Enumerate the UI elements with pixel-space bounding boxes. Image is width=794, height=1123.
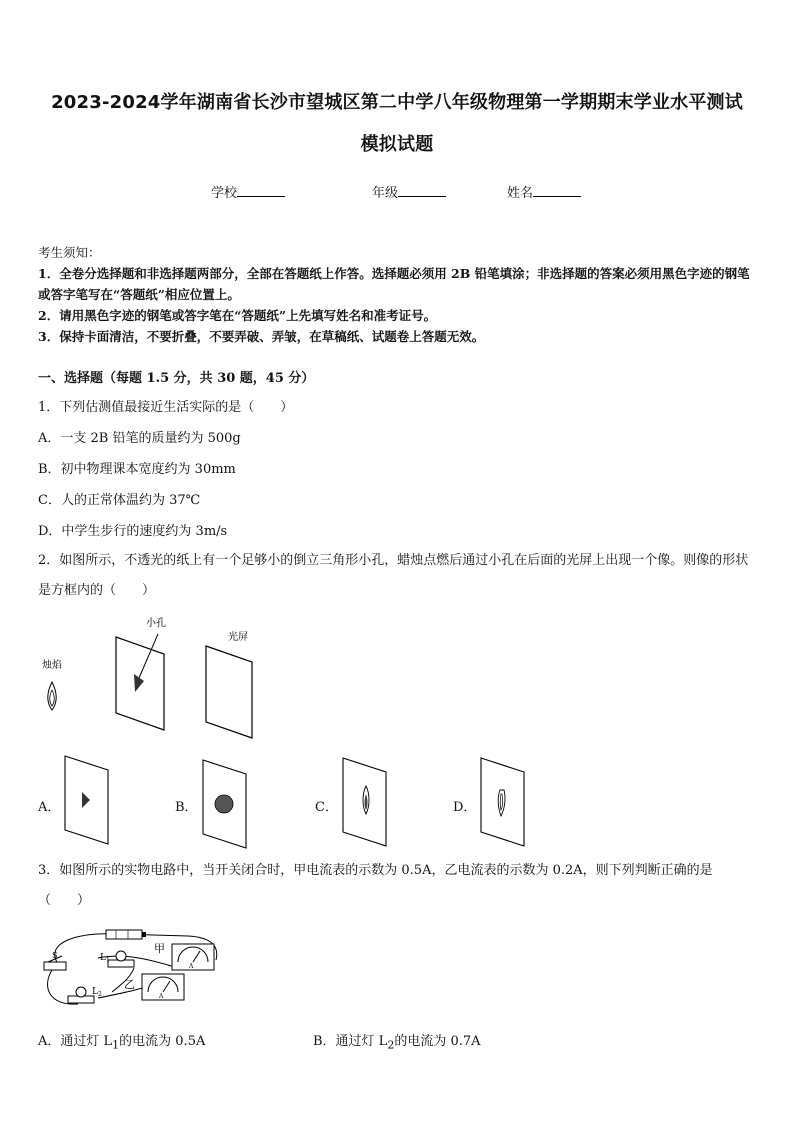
- candle-flame-icon: [48, 682, 56, 710]
- notice-item-2: 2．请用黑色字迹的钢笔或答字笔在“答题纸”上先填写姓名和准考证号。: [38, 308, 437, 323]
- exam-title-line2: 模拟试题: [360, 134, 434, 155]
- candle-label: 烛焰: [42, 660, 62, 671]
- notice-heading: 考生须知：: [38, 245, 101, 260]
- light-screen: [206, 646, 252, 738]
- q2-option-d-figure[interactable]: [478, 754, 528, 850]
- q1-option-b[interactable]: B．初中物理课本宽度约为 30mm: [38, 462, 236, 477]
- q3-option-a[interactable]: A．通过灯 $L_1$的电流为 0.5A: [38, 1034, 206, 1052]
- exam-title-line1: 2023-2024学年湖南省长沙市望城区第二中学八年级物理第一学期期末学业水平测试: [51, 92, 743, 113]
- name-field[interactable]: [507, 182, 581, 201]
- grade-label: 年级: [372, 186, 399, 201]
- lamp-1-icon: [108, 951, 134, 967]
- q2-option-c-figure[interactable]: [340, 754, 390, 850]
- q2-option-b-figure[interactable]: [200, 756, 250, 852]
- q2-option-d-label[interactable]: D．: [453, 800, 477, 815]
- svg-text:A: A: [189, 963, 194, 970]
- q2-option-a-label[interactable]: A．: [38, 800, 61, 815]
- q2-stem: 2．如图所示，不透光的纸上有一个足够小的倒立三角形小孔，蜡烛点燃后通过小孔在后面的光屏上出现一个像。则像的形状是方框内的（ ）: [38, 553, 749, 598]
- q3-circuit-figure: [38, 922, 228, 1014]
- q2-option-c-label[interactable]: C．: [315, 800, 338, 815]
- q1-option-c[interactable]: C．人的正常体温约为 37℃: [38, 493, 201, 508]
- name-blank[interactable]: [533, 184, 581, 197]
- switch-label: S: [52, 951, 58, 960]
- q2-option-b-label[interactable]: B．: [175, 800, 198, 815]
- q1-option-a[interactable]: A．一支 2B 铅笔的质量约为 500g: [38, 431, 241, 446]
- q3-stem: 3．如图所示的实物电路中，当开关闭合时，甲电流表的示数为 0.5A，乙电流表的示数为 0.2A，则下列判断正确的是（ ）: [38, 863, 713, 908]
- q2-setup-figure: [38, 612, 268, 742]
- name-label: 姓名: [507, 186, 534, 201]
- grade-field[interactable]: [372, 182, 446, 201]
- school-blank[interactable]: [237, 184, 285, 197]
- ammeter-a-icon: [172, 944, 214, 970]
- notice-item-3: 3．保持卡面清洁，不要折叠，不要弄破、弄皱，在草稿纸、试题卷上答题无效。: [38, 329, 485, 344]
- q1-option-d[interactable]: D．中学生步行的速度约为 3m/s: [38, 524, 228, 539]
- svg-text:A: A: [159, 993, 164, 1000]
- lamp-1-label: $L_1$: [100, 953, 110, 964]
- meter-a-label: 甲: [154, 942, 165, 955]
- battery-icon: [106, 930, 146, 939]
- screen-label: 光屏: [228, 632, 248, 643]
- lamp-2-label: $L_2$: [92, 987, 102, 998]
- grade-blank[interactable]: [398, 184, 446, 197]
- circle-image-icon: [215, 795, 233, 813]
- q1-stem: 1．下列估测值最接近生活实际的是（ ）: [38, 400, 294, 415]
- lamp-2-icon: [68, 987, 94, 1003]
- section-heading: 一、选择题（每题 1.5 分，共 30 题，45 分）: [38, 371, 315, 386]
- hole-label: 小孔: [146, 618, 166, 629]
- q2-option-a-figure[interactable]: [62, 752, 112, 848]
- school-field[interactable]: [211, 182, 285, 201]
- notice-block: [38, 242, 758, 347]
- notice-item-1: 1．全卷分选择题和非选择题两部分，全部在答题纸上作答。选择题必须用 2B 铅笔填涂；非选择题的答案必须用黑色字迹的钢笔或答字笔写在“答题纸”相应位置上。: [38, 266, 750, 302]
- ammeter-b-icon: [142, 974, 184, 1000]
- meter-b-label: 乙: [124, 978, 135, 991]
- school-label: 学校: [211, 186, 238, 201]
- q3-option-b[interactable]: B．通过灯 $L_2$的电流为 0.7A: [313, 1034, 481, 1052]
